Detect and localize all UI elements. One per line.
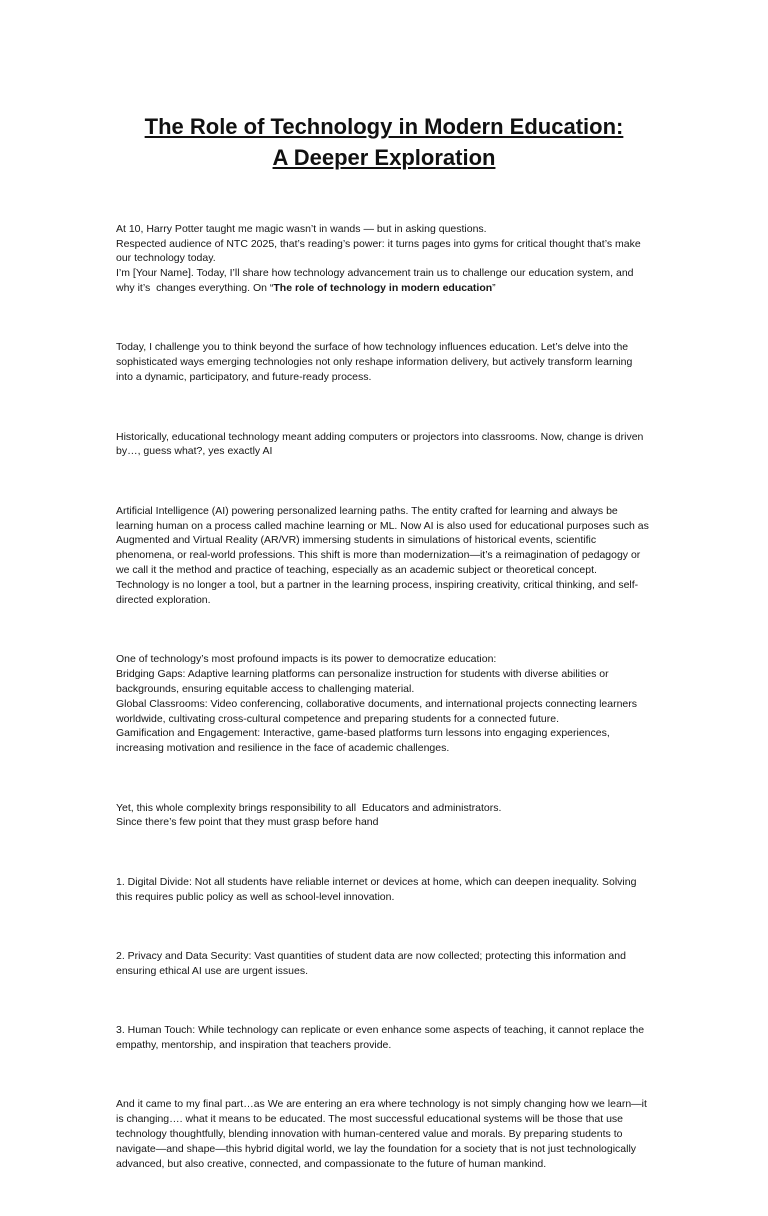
gamification-item: Gamification and Engagement: Interactive, game-based platforms turn lessons into engaging experiences, increasing motivation and resilience in the face of academic challenges. <box>116 727 613 755</box>
document-title <box>0 111 768 173</box>
challenge-paragraph: Today, I challenge you to think beyond the surface of how technology influences education. Let’s delve into the sophisticated ways emerging technologies not only reshape information delivery, but actively transform learning into a dynamic, participatory, and future-ready process. <box>116 341 636 384</box>
document-body <box>116 192 652 1216</box>
title-line-2: A Deeper Exploration <box>272 145 496 170</box>
intro-line-3-text: I’m [Your Name]. Today, I’ll share how technology advancement train us to challenge our education system, and why it’s changes everything. On “ <box>116 267 637 295</box>
point-privacy-security: 2. Privacy and Data Security: Vast quantities of student data are now collected; protecting this information and ensuring ethical AI use are urgent issues. <box>116 950 629 977</box>
ai-line-1: Artificial Intelligence (AI) powering personalized learning paths. The entity crafted for learning and always be learning human on a process called machine learning or ML. Now AI is also used for educational purposes such as <box>116 504 649 532</box>
intro-line-2: Respected audience of NTC 2025, that’s reading’s power: it turns pages into gyms for critical thought that’s make our technology today. <box>116 237 644 265</box>
intro-line-3 <box>116 266 652 296</box>
intro-line-3-closing-quote: ” <box>492 282 496 295</box>
intro-paragraph <box>116 222 652 296</box>
democratize-paragraph <box>116 652 652 756</box>
ai-paragraph <box>116 504 652 608</box>
conclusion-paragraph: And it came to my final part…as We are entering an era where technology is not simply changing how we learn—it is changing…. what it means to be educated. The most successful educational systems will be those that use technology thoughtfully, blending innovation with human-centered value and morals. By preparing students to navigate—and shape—this hybrid digital world, we lay the foundation for a society that is not just technologically advanced, but also creative, connected, and compassionate to the future of human mankind. <box>116 1098 650 1170</box>
bridging-gaps-item: Bridging Gaps: Adaptive learning platforms can personalize instruction for students with diverse abilities or backgrounds, ensuring equitable access to challenging material. <box>116 668 612 695</box>
responsibility-paragraph <box>116 801 652 831</box>
title-line-1: The Role of Technology in Modern Education: <box>144 114 624 139</box>
speech-topic-bold: The role of technology in modern education <box>273 282 493 295</box>
global-classrooms-item: Global Classrooms: Video conferencing, collaborative documents, and international projects connecting learners worldwide, cultivating cross-cultural competence and preparing students for a connected future. <box>116 697 640 725</box>
point-digital-divide: 1. Digital Divide: Not all students have reliable internet or devices at home, which can deepen inequality. Solving this requires public policy as well as school-level innovation. <box>116 875 640 903</box>
responsibility-line-2: Since there’s few point that they must grasp before hand <box>116 816 379 829</box>
responsibility-line-1: Yet, this whole complexity brings responsibility to all Educators and administrators. <box>116 801 502 814</box>
intro-line-1: At 10, Harry Potter taught me magic wasn’t in wands — but in asking questions. <box>116 222 487 235</box>
democratize-intro: One of technology’s most profound impacts is its power to democratize education: <box>116 653 497 666</box>
point-human-touch: 3. Human Touch: While technology can replicate or even enhance some aspects of teaching, it cannot replace the empathy, mentorship, and inspiration that teachers provide. <box>116 1024 647 1052</box>
history-paragraph: Historically, educational technology meant adding computers or projectors into classrooms. Now, change is driven by…, guess what?, yes exactly AI <box>116 430 647 458</box>
ai-line-2: Augmented and Virtual Reality (AR/VR) immersing students in simulations of historical events, scientific phenomena, or real-world professions. This shift is more than modernization—it’s a reimagination of pedagogy or we call it the method and practice of teaching, especially as an academic subject or theoretical concept. Technology is no longer a tool, but a partner in the learning process, inspiring creativity, critical thinking, and self-directed exploration. <box>116 534 644 606</box>
